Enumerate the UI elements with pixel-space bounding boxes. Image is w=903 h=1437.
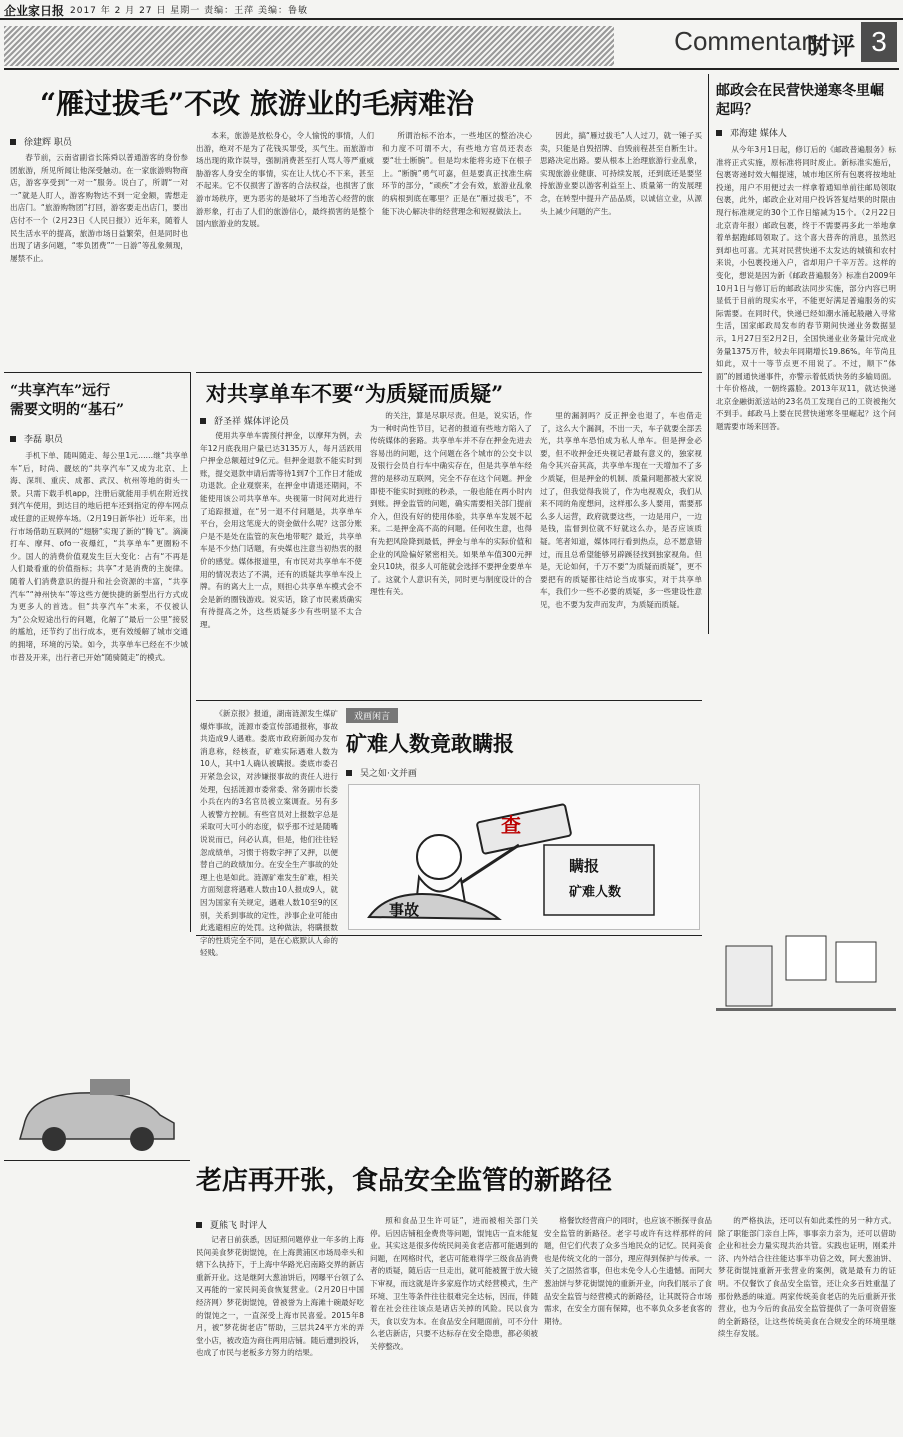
article3-body: 《新京报》报道，湖南涟源发生煤矿爆炸事故，涟源市委宣传部通报称，事故共造成9人遇难。娄底市政府新闻办发布消息称，经核查，矿难实际遇难人数为10人，其中1人确认被瞒报。娄底市委召开紧急会议，对涉嫌报事故的责任人进行处理，包括涟源市委常委、常务副市长娄小兵在内的3名官员被立案调查。另有多人被警方控制。有些官员对上报数字总是采取可大可小的态度，似乎那不过是随嘴说说而已，问必认真，但是，他们往往轻忽成绩单，习惯于将数字押了又押，以便替自己的政绩加分。在安全生产事故的处理上也是如此。涟源矿难发生矿难，相关方面刻意将遇难人数由10人报成9人，就因为国家有关规定，遇难人数10至9的区别，关系到事故的定性，涉事企业可能由此逃避相应的处罚。这种做法，将瞒报数字的性质完全不同，是在心底默认人命的轻贱。 [200,709,338,958]
article1-col4: 因此，搞“雁过拔毛”人人过刀，就一锤子买卖，只能是自毁招牌、自毁前程甚至自断生计。思路决定出路。要从根本上治理旅游行业乱象，实现旅游业健康、可持续发展，还到底还是要坚持旅游业要以游客利益至上、质量第一的发展理念，在转型中提升产品品质，以诚信立业，从源头上减少问题的产生。 [540,131,702,216]
sidebar2-divider [190,372,191,932]
article1-col3: 所谓治标不治本，一些地区的整治决心和力度不可谓不大，有些地方官员还表态要“壮士断腕”。但是均未能将劣迹下在根子上。“断腕”勇气可嘉，但是要真正找准生病环节的部分，“顽疾”才会有效，旅游业乱象的病根到底在哪里？正是在“雁过拔毛”，不能下决心解决非的经营理念和短视做法上。 [382,131,532,216]
article1-byline: 徐建辉 职员 [10,135,72,148]
sidebar1-body: 从今年3月1日起，修订后的《邮政普遍服务》标准将正式实施，原标准将同时废止。新标准实施后，包裹寄递时效大幅提速，城市地区所有包裹将按地址投递，用户不用便过去一样拿着通知单前往邮局领取包裹，此外，邮政企业对用户投诉答复结果的时限由现行标准规定的30个工作日缩减为15个。（2月22日北京青年报）邮政包裹，终于不需要再多此一举地拿着单据跑邮局领取了。这个喜大普奔的消息，虽然迟到却也可喜。尤其对民营快递不太发达的城镇和农村来说，小包裹投递入户，省却用户千辛万苦。这样的变化，想说是因为新《邮政普遍服务》标准自2009年10月1日与修订后的邮政法同步实施，部分内容已明显低于目前的现实水平，不能更好满足普遍服务的实际需要。在同时代，快递已经如潮水涌起般融入寻常生活，国家邮政局发布的春节期间快递业务数据显示，1月27日至2月2日，全国快递业业务量计完成业务量1375万件，较去年同期增长19.86%。年节尚且如此，双十一等节点更不用说了。不过，顺下“体面”的圆通快递事件，亦警示着低质快务的多输局面。十年价格战，一朝终露脸。2013年双11，就达快递北京金融街派送站的23名员工发现自己的工资被拖欠不到手。邮政马上要在民营快递寒冬里崛起？这个问题需要市场来回答。 [716,145,896,432]
header-rule [4,68,899,70]
sidebar2-body: 手机下单、随叫随走、每公里1元……继“共享单车”后，时尚、靓炫的“共享汽车”又成为北京、上海、深圳、重庆、成都、武汉、杭州等地的街头一景。只需下载手机app，注册后就能用手机在附近找到汽车使用，到达目的地后把车还到指定的停车网点或任意的正规停车场。（2月19日新华社）近年来，出行市场借助互联网的“翅膀”实现了新的“腾飞”。滴滴打车、摩拜、ofo一夜爆红，“共享单车”更圈粉不少。国人的消费价值观发生巨大变化：占有“不再是人们最看重的价值指标；共享”才是消费的主旋律。随着人们消费意识的提升和社会资源的丰富，“共享汽车”“神州快车”等这些方便快捷的新型出行方式成为更多人的首选。但“共享汽车”未来，不仅被认为“公众短途出行的问题，化解了“最后一公里”接驳的尴尬，还节约了出行成本，更有效缓解了城市交通的拥堵，环境的污染。如今，共享单车已经在不少城市普及开来，出行者已开始“随骑随走”的模式。 [10,451,188,662]
sidebar-divider [708,74,709,634]
postal-illustration [716,916,896,1016]
sidebar1-byline: 邓海建 媒体人 [716,126,787,139]
article4-col4: 的严格执法，还可以有如此柔性的另一种方式。除了职能部门亲自上阵，事事亲力亲为，还可以借助企业和社会力量实现共治共管。实践也证明，刚柔并济、内外结合往往能达事半功倍之效，阿大葱油饼、梦花街馄饨重新开张营业的案例，就是最有力的证明。不仅餐饮了食品安全监管，还让众多百姓重温了那份熟悉的味道。两家传统美食老店的先后重新开张营业，也为今后的食品安全监管提供了一条可资借鉴的全新路径，让这些传统美食在合规安全的环境里继续生存发展。 [718,1216,896,1339]
article4-col2: 照和食品卫生许可证”，进而被相关部门关停。后因店铺租金费贵等问题，馄饨店一直未能复业。其实这是很多传统民间美食老店都可能遇到的问题，在网格时代，老店可能难得学三级食品消费者的质疑，随后店一旦走出，就可能被置于放大镜下审视，而这就是许多家庭作坊式经营模式，生产环境、卫生等条件往往很难完全达标，因而，伴随着在社会往往该点是诸店关掉的风险。民以食为天，食以安为本。在食品安全问题面前，可不分什么老店新店，只要不达标存在安全隐患，都必须被关停整改。 [370,1216,538,1351]
article3-top-rule [196,700,702,701]
article4-top-rule [196,935,702,936]
postal-drawing [716,916,896,1016]
sidebar2-title: “共享汽车”远行 需要文明的“基石” [10,383,125,418]
column-tag: 戏画闲言 [346,708,398,723]
header-pattern [4,26,614,66]
sidebar2-top-rule [4,372,190,373]
cartoon-label-2: 矿难人数 [569,885,622,900]
article4-col1: 记者日前获悉，因证照问题停业一年多的上海民间美食梦花街馄饨，在上海黄浦区市场局牵头和辖下么执持下，于上海中华路光启南路交界的新店重新开业。这是继阿大葱油饼后，网曝平台领了么又再能的一家民间美食恢复营业。（2月20日中国经济网）梦花街馄饨，曾被誉为上海滩十碗最好吃的馄饨之一，一直深受上海市民喜爱。2015年8月，被“梦花街老店”帮助，三层共24平方米的弄堂小店，被改造为商住两用店铺。随后遭到投诉，也成了市民与老板多方努力的结果。 [196,1235,364,1358]
masthead [0,0,903,20]
bottom-left-rule [4,1160,190,1161]
cartoon-stone-label: 事故 [389,901,420,919]
article2-col1: 使用共享单车需预付押金，以摩拜为例，去年12月底我用户量已达3135万人，每月活跃用户押金总额超过9亿元。但押金退款不能实时到账，提交退款申请后需等待1到7个工作日才能成功退款。企业观察来，在押金申请退还期间，不能使用该公司共享单车。央视第一时间对此进行了追踪报道，在“另一退不付问题是，共享单车平台，会用这笔庞大的资金做什么呢？这部分账户是不是处在监管的灰色地带呢？最近，共享单车是不少热门话题，有央媒也注意当初热衷的报价的感觉。媒体报道里，有市民对共享单车不使用的情况表达了不满，还有的质疑共享单车没上牌。有的离大上一点，则担心共享单车模式会不会是新的圈钱游戏。说实话，除了市民素质确实有待提高之外，这些质疑多少有些明显不太合理。 [200,431,362,629]
article2-title: 对共享单车不要“为质疑而质疑” [206,381,504,406]
article2-col3: 里的漏洞吗？反正押金也退了，车也借走了，这么大个漏洞，不出一天，车子就要全部丢光，共享单车恐怕成为私人单车。但是押金必要，但不收押金还央视记者最有意义的，独家视角令其兴奋其高，共享单车现在一天增加不了多少质疑，但是押金的机制、质量问题都被大家说过了，但我觉得我说了，作为电视观众，我们从来不同的角度想问，这样那么多人要用，需要那么多人运营，政府就要这些，一边是用户，一边是钱，监督到位就不好就这么办，是否应该质疑。笔者知道，媒体同行看到热点，总不愿意错过，而且总希望能够另辟蹊径找到独家视角。但是，无论如何，千万不要“为质疑而质疑”，更不要把有的质疑都往结论当成事实，对于共享单车，我们少一些不必要的质疑，多一些建设性意见，也不要为发声而发声，为质疑而质疑。 [540,411,702,609]
car-illustration [10,1075,188,1155]
section-title-zh: 时评 [807,32,855,60]
issue-meta: 2017 年 2 月 27 日 星期一 责编：王萍 美编：鲁敏 [70,6,308,16]
cartoon-sign: 查 [501,813,521,837]
car-drawing [10,1075,188,1155]
article1-col1: 春节前，云南省副省长陈舜以普通游客的身份参团旅游，所见所闻让他深受触动。在一家旅游购物商店，游客享受到“一对一”服务。说白了，所谓“一对一”就是人盯人，游客购物达不到一定金额，需想走出店门。“旅游购物团”打回，游客要走出店门，要出店付不一个（2月23日《人民日报》）近年来，随着人民生活水平的提高，旅游市场日益繁荣，但是同时也出现了诸多问题，“零负团费”“一日游”等乱象频现，屡禁不止。 [10,153,188,263]
page-number: 3 [861,22,897,62]
article2-top-rule [196,372,702,373]
sidebar2-byline: 李磊 职员 [10,432,63,445]
article3-title: 矿难人数竟敢瞒报 [346,731,514,756]
article4-byline: 夏熊飞 时评人 [196,1218,267,1231]
article3-byline: 吴之如·文并画 [346,766,417,779]
article1-col2: 本来，旅游是放松身心，令人愉悦的事情，人们出游，绝对不是为了花钱买罪受，买气生。而旅游市场出现的欺诈误导，强制消费甚至打人骂人等严重威胁游客人身安全的事情，实在让人忧心不下来，甚至不起来。它不仅损害了游客的合法权益，也损害了旅游市场秩序，更为恶劣的是破坏了当地苦心经营的旅游形象，打击了人们的旅游信心，最终损害的是整个国内旅游业的发展。 [196,131,374,229]
cartoon-illustration [348,784,700,930]
paper-name: 企业家日报 [4,4,65,18]
article1-title: “雁过拔毛”不改 旅游业的毛病难治 [40,87,474,120]
article4-title: 老店再开张，食品安全监管的新路径 [196,1166,613,1196]
article2-col2: 的关注，算是尽职尽责。但是，说实话，作为一种时尚性节目，记者的报道有些地方陷入了传统媒体的套路。共享单车并不存在押金先进去容易出的问题，这个问题在各个城市的公交卡以及银行会员自行车中确实存在，但是共享单车经营的是移动互联网，完全不存在这个问题。押金即使不能实时到账的秒杀，一般也能在两小时内到账。押金监管的问题，确实需要相关部门提前介入，但没有好的使用体验，共享单车发展不起来。二是押金高不高的问题。任何收生意，也得有先把风险降到最低，押金与单车的实际价值和企业的风险偏好紧密相关。如果单车值300元押金只10块，很多人可能就会选择不要押金要单车了。这就个人意识有关，同时更与制度设计的合理性有关。 [370,411,532,597]
article4-col3: 格餐饮经营商户的同时，也应该不断探寻食品安全监管的新路径。老字号或许有这样那样的问题，但它们代表了众多当地民众的记忆。民间美食也是传统文化的一部分，理应得到保护与传承。一关了之固然省事，但也未免令人心生遗憾。而阿大葱油饼与梦花街馄饨的重新开业，向我们展示了食品安全监管与经营模式的新路径，让其既符合市场需求，在安全方面有保障，也不辜负众多老食客的期待。 [544,1216,712,1326]
section-title-en: Commentary [674,26,823,56]
article2-byline: 舒圣祥 媒体评论员 [200,414,289,427]
cartoon-label-1: 瞒报 [569,857,600,875]
sidebar1-title: 邮政会在民营快递寒冬里崛起吗？ [716,83,884,118]
